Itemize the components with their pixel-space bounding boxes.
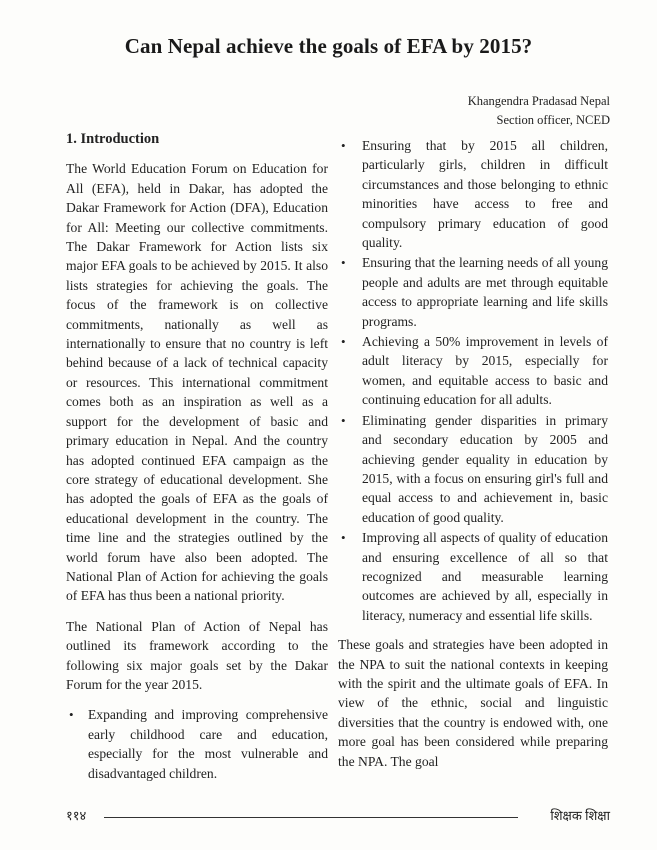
- page-number: ११४: [66, 808, 87, 823]
- intro-paragraph: The World Education Forum on Education for All (EFA), held in Dakar, has adopted the Dakar Framework for Action (DFA), Education for All: Meeting our collective commitments. The Dakar Framework for Action lists six major EFA goals to be achieved by 2015. It also lists strategies for achieving the goals. The focus of the framework is on collective commitments, nationally as well as internationally to ensure that no country is left behind because of a lack of technical capacity or resources. This international commitment comes both as an inspiration as well as a support for the development of basic and primary education in Nepal. And the country has adopted continued EFA campaign as the core strategy of educational development. She has adopted the goals of EFA as the goals of educational development in the country. The time line and the strategies outlined by the world forum have also been adopted. The National Plan of Action for achieving the goals of EFA has thus been a national priority.: [66, 161, 328, 604]
- right-column: [338, 130, 608, 782]
- goal-list-right: [338, 136, 608, 625]
- bullet-icon: •: [341, 334, 346, 350]
- npa-paragraph: These goals and strategies have been adopted in the NPA to suit the national contexts in keeping with the spirit and the ultimate goals of EFA. In view of the ethnic, social and linguistic diversities that the country is endowed with, one more goal has been considered while preparing the NPA. The goal: [338, 637, 608, 769]
- goal-text: Achieving a 50% improvement in levels of adult literacy by 2015, especially for women, and equitable access to basic and continuing education for all adults.: [362, 334, 608, 408]
- author-position: Section officer, NCED: [496, 113, 610, 127]
- section-heading: 1. Introduction: [66, 131, 160, 147]
- footer-rule: [104, 817, 518, 818]
- goal-list-left: [66, 705, 328, 783]
- bullet-icon: •: [341, 412, 346, 428]
- list-item: [338, 528, 608, 625]
- list-item: [66, 705, 328, 783]
- goal-text: Ensuring that by 2015 all children, particularly girls, children in difficult circumstances and those belonging to ethnic minorities have access to free and compulsory primary education of good quality.: [362, 138, 608, 251]
- left-column: [66, 130, 328, 793]
- journal-name: शिक्षक शिक्षा: [550, 808, 610, 823]
- page-footer: [66, 806, 610, 826]
- goal-text: Improving all aspects of quality of education and ensuring excellence of all so that recognized and measurable learning outcomes are achieved by all, especially in literacy, numeracy and essential life skills.: [362, 530, 608, 623]
- bullet-icon: •: [69, 707, 74, 723]
- author-block: [468, 92, 610, 130]
- author-name: Khangendra Pradasad Nepal: [467, 94, 610, 108]
- bullet-icon: •: [341, 530, 346, 546]
- list-item: [338, 332, 608, 410]
- goal-text: Eliminating gender disparities in primary and secondary education by 2005 and achieving gender equality in education by 2015, with a focus on ensuring girl's full and equal access to and achievement in, basic education of good quality.: [362, 412, 608, 525]
- list-item: [338, 136, 608, 252]
- goal-text: Ensuring that the learning needs of all young people and adults are met through equitable access to appropriate learning and life skills programs.: [362, 255, 608, 329]
- bullet-icon: •: [341, 138, 346, 153]
- list-item: [338, 253, 608, 331]
- list-item: [338, 411, 608, 527]
- page-title: Can Nepal achieve the goals of EFA by 2015?: [124, 34, 533, 58]
- goal-text: Expanding and improving comprehensive early childhood care and education, especially for the most vulnerable and disadvantaged children.: [88, 707, 328, 781]
- framework-paragraph: The National Plan of Action of Nepal has outlined its framework according to the following six major goals set by the Dakar Forum for the year 2015.: [66, 618, 328, 692]
- bullet-icon: •: [341, 255, 346, 271]
